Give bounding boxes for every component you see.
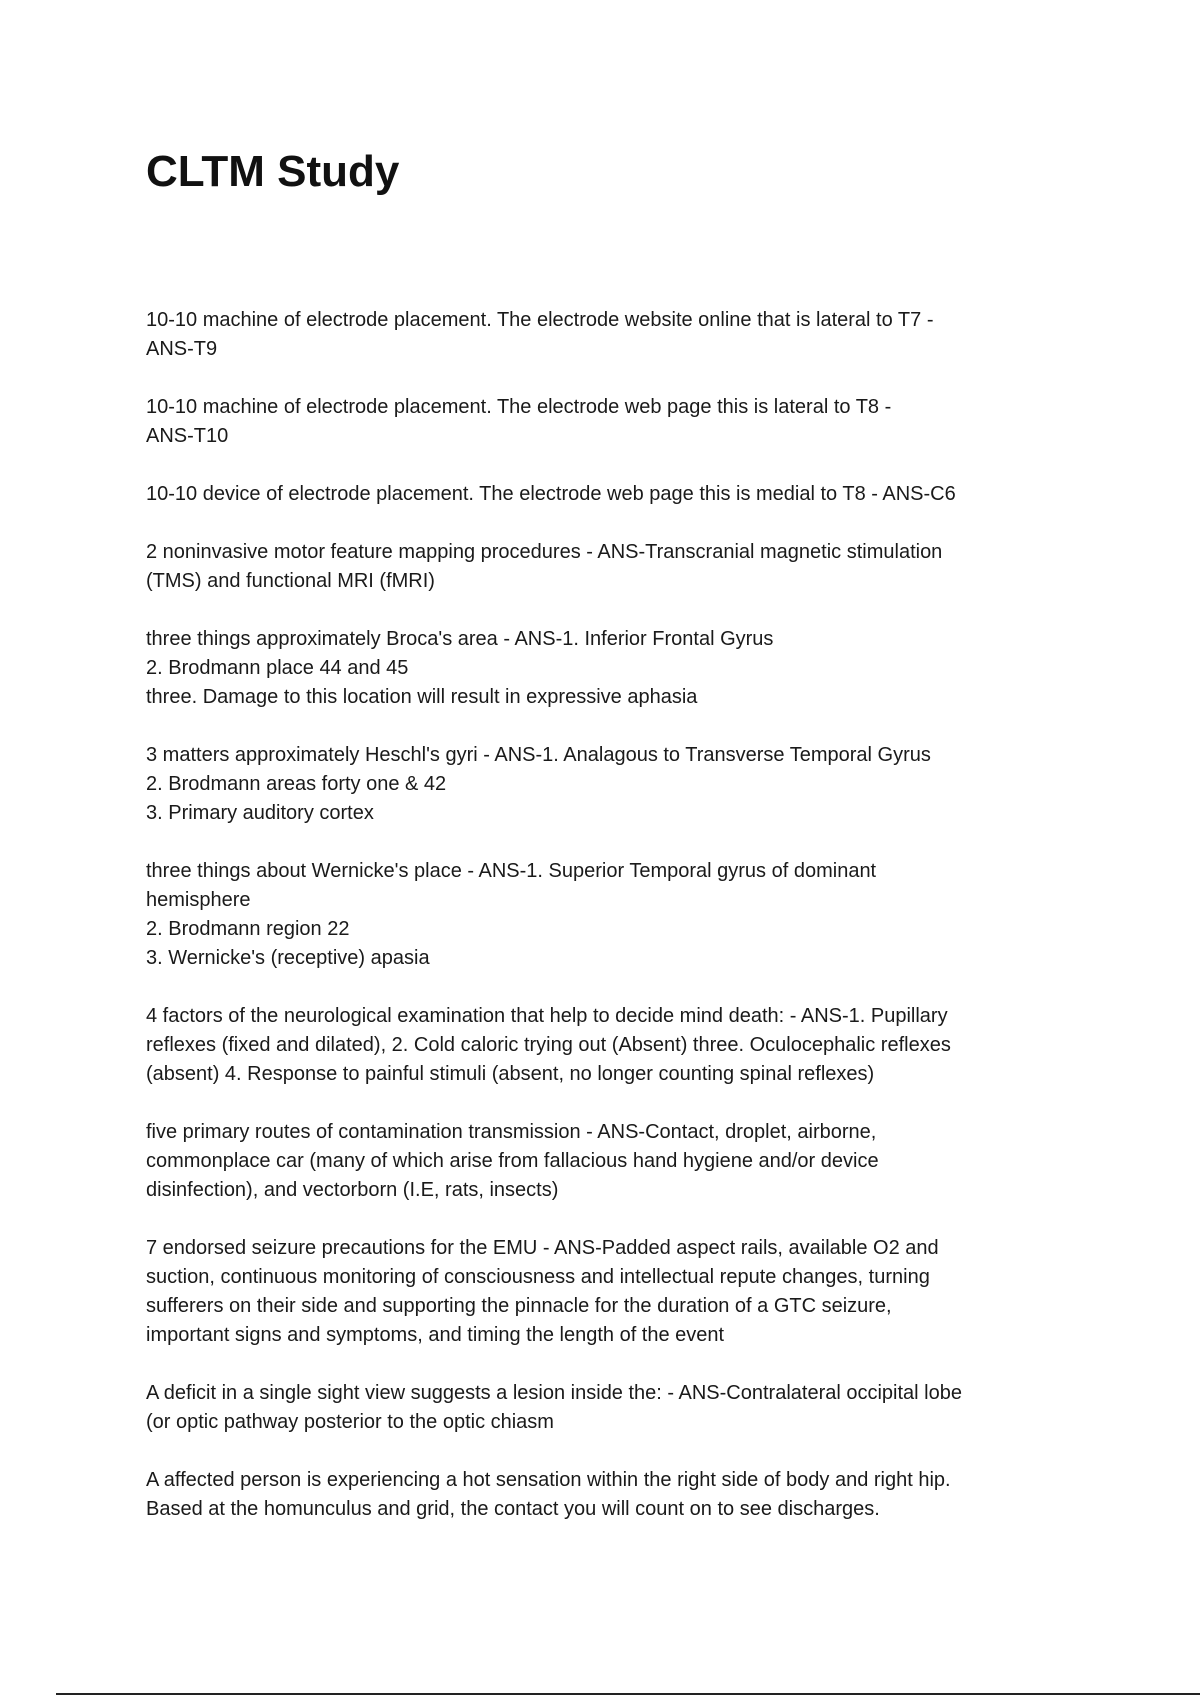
study-entry — [146, 1002, 1066, 1089]
study-entry — [146, 857, 1066, 973]
entry-line: suction, continuous monitoring of consciousness and intellectual repute changes, turning — [146, 1266, 930, 1288]
study-entry — [146, 538, 1066, 596]
study-entry — [146, 306, 1066, 364]
entry-line: 2 noninvasive motor feature mapping procedures - ANS-Transcranial magnetic stimulation — [146, 541, 943, 563]
entry-line: commonplace car (many of which arise from fallacious hand hygiene and/or device — [146, 1150, 879, 1172]
entry-line: 10-10 machine of electrode placement. The electrode website online that is lateral to T7 - — [146, 309, 934, 331]
entry-line: three things approximately Broca's area - ANS-1. Inferior Frontal Gyrus — [146, 628, 774, 650]
entry-line: ANS-T9 — [146, 338, 218, 360]
study-entry — [146, 480, 1066, 509]
entry-line: 10-10 device of electrode placement. The electrode web page this is medial to T8 - ANS-C6 — [146, 483, 956, 505]
entry-line: 2. Brodmann areas forty one & 42 — [146, 773, 447, 795]
entry-line: A affected person is experiencing a hot sensation within the right side of body and right hip. — [146, 1469, 951, 1491]
entry-line: 3. Primary auditory cortex — [146, 802, 374, 824]
entry-line: important signs and symptoms, and timing the length of the event — [146, 1324, 725, 1346]
entry-line: (TMS) and functional MRI (fMRI) — [146, 570, 435, 592]
study-entry — [146, 1379, 1066, 1437]
study-entry — [146, 1234, 1066, 1350]
entry-line: 4 factors of the neurological examination that help to decide mind death: - ANS-1. Pupillary — [146, 1005, 948, 1027]
entry-line: three. Damage to this location will result in expressive aphasia — [146, 686, 698, 708]
page-title: CLTM Study — [146, 147, 400, 196]
footer-divider — [56, 1693, 1200, 1695]
entry-line: 2. Brodmann place 44 and 45 — [146, 657, 409, 679]
entry-line: hemisphere — [146, 889, 251, 911]
entry-line: 3 matters approximately Heschl's gyri - ANS-1. Analagous to Transverse Temporal Gyrus — [146, 744, 931, 766]
entry-line: reflexes (fixed and dilated), 2. Cold caloric trying out (Absent) three. Oculocephalic reflexes — [146, 1034, 951, 1056]
entry-line: (or optic pathway posterior to the optic chiasm — [146, 1411, 554, 1433]
study-entry — [146, 1118, 1066, 1205]
entry-line: 2. Brodmann region 22 — [146, 918, 350, 940]
study-entry — [146, 393, 1066, 451]
entry-line: A deficit in a single sight view suggests a lesion inside the: - ANS-Contralateral occipital lobe — [146, 1382, 962, 1404]
entry-line: 7 endorsed seizure precautions for the EMU - ANS-Padded aspect rails, available O2 and — [146, 1237, 939, 1259]
study-entry — [146, 741, 1066, 828]
entry-line: five primary routes of contamination transmission - ANS-Contact, droplet, airborne, — [146, 1121, 877, 1143]
study-entries — [146, 306, 1066, 1553]
entry-line: (absent) 4. Response to painful stimuli (absent, no longer counting spinal reflexes) — [146, 1063, 875, 1085]
entry-line: 3. Wernicke's (receptive) apasia — [146, 947, 430, 969]
entry-line: 10-10 machine of electrode placement. The electrode web page this is lateral to T8 - — [146, 396, 892, 418]
entry-line: disinfection), and vectorborn (I.E, rats, insects) — [146, 1179, 559, 1201]
study-entry — [146, 625, 1066, 712]
study-entry — [146, 1466, 1066, 1524]
entry-line: Based at the homunculus and grid, the contact you will count on to see discharges. — [146, 1498, 880, 1520]
entry-line: sufferers on their side and supporting the pinnacle for the duration of a GTC seizure, — [146, 1295, 892, 1317]
entry-line: three things about Wernicke's place - ANS-1. Superior Temporal gyrus of dominant — [146, 860, 877, 882]
entry-line: ANS-T10 — [146, 425, 229, 447]
